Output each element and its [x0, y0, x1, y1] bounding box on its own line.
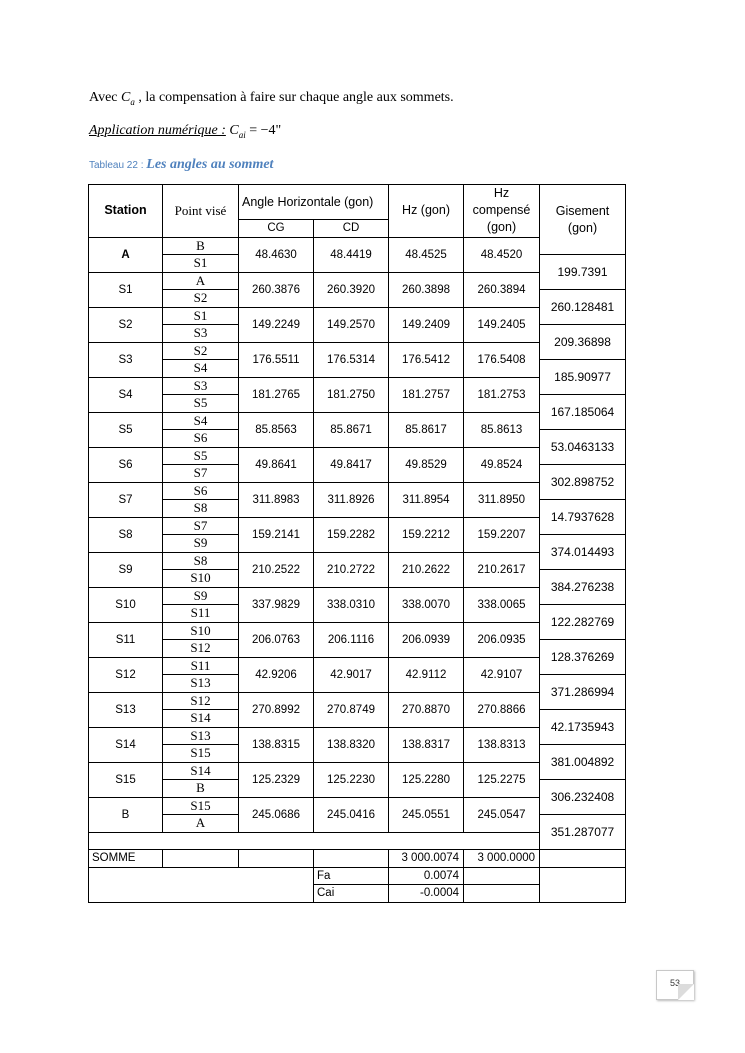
- station-cell: S7: [89, 482, 163, 517]
- hz-compense-cell: 245.0547: [464, 797, 540, 832]
- cd-cell: 159.2282: [314, 517, 389, 552]
- ca-symbol: $C_a$: [121, 90, 135, 107]
- hz-compense-cell: 138.8313: [464, 727, 540, 762]
- empty-cell: [89, 867, 314, 902]
- somme-label: SOMME: [89, 850, 163, 868]
- hz-compense-cell: 125.2275: [464, 762, 540, 797]
- gisement-cell: 14.7937628: [540, 500, 626, 535]
- gisement-cell: 371.286994: [540, 675, 626, 710]
- hz-cell: 210.2622: [389, 552, 464, 587]
- gisement-cell: 260.128481: [540, 290, 626, 325]
- gisement-cell: 351.287077: [540, 815, 626, 850]
- cd-cell: 85.8671: [314, 412, 389, 447]
- cg-cell: 48.4630: [239, 237, 314, 272]
- cd-cell: 210.2722: [314, 552, 389, 587]
- hz-compense-cell: 85.8613: [464, 412, 540, 447]
- point-vise-cell: S3: [163, 325, 239, 343]
- hz-cell: 338.0070: [389, 587, 464, 622]
- header-cg: CG: [239, 220, 314, 238]
- cg-cell: 149.2249: [239, 307, 314, 342]
- hz-compense-cell: 270.8866: [464, 692, 540, 727]
- point-vise-cell: S15: [163, 745, 239, 763]
- point-vise-cell: S8: [163, 552, 239, 570]
- cg-cell: 270.8992: [239, 692, 314, 727]
- hz-cell: 49.8529: [389, 447, 464, 482]
- point-vise-cell: S7: [163, 465, 239, 483]
- hz-cell: 260.3898: [389, 272, 464, 307]
- caption-title: Les angles au sommet: [146, 157, 274, 172]
- empty-cell: [464, 885, 540, 903]
- cg-cell: 176.5511: [239, 342, 314, 377]
- cg-cell: 42.9206: [239, 657, 314, 692]
- hz-cell: 159.2212: [389, 517, 464, 552]
- hz-cell: 181.2757: [389, 377, 464, 412]
- point-vise-cell: S13: [163, 727, 239, 745]
- cd-cell: 311.8926: [314, 482, 389, 517]
- page-number: 53: [669, 978, 680, 988]
- cd-cell: 42.9017: [314, 657, 389, 692]
- intro-text: Avec: [89, 90, 121, 105]
- cd-cell: 48.4419: [314, 237, 389, 272]
- angles-table: [88, 184, 626, 903]
- hz-compense-cell: 49.8524: [464, 447, 540, 482]
- station-cell: S4: [89, 377, 163, 412]
- point-vise-cell: S10: [163, 622, 239, 640]
- station-cell: S11: [89, 622, 163, 657]
- application-value: = −4": [245, 123, 282, 138]
- header-station: Station: [89, 185, 163, 238]
- point-vise-cell: S1: [163, 255, 239, 273]
- point-vise-cell: S4: [163, 360, 239, 378]
- header-hz: Hz (gon): [389, 185, 464, 238]
- hz-cell: 176.5412: [389, 342, 464, 377]
- cd-cell: 49.8417: [314, 447, 389, 482]
- header-angle-horizontale: Angle Horizontale (gon): [239, 185, 389, 220]
- hz-compense-cell: 338.0065: [464, 587, 540, 622]
- gisement-cell: 374.014493: [540, 535, 626, 570]
- empty-cell: [314, 850, 389, 868]
- header-hz-compense: Hz compensé (gon): [464, 185, 540, 238]
- cai-value: -0.0004: [389, 885, 464, 903]
- station-cell: S15: [89, 762, 163, 797]
- cai-label: Cai: [314, 885, 389, 903]
- hz-compense-cell: 159.2207: [464, 517, 540, 552]
- point-vise-cell: B: [163, 780, 239, 798]
- hz-cell: 48.4525: [389, 237, 464, 272]
- point-vise-cell: S11: [163, 605, 239, 623]
- point-vise-cell: S5: [163, 395, 239, 413]
- hz-cell: 270.8870: [389, 692, 464, 727]
- cg-cell: 138.8315: [239, 727, 314, 762]
- gisement-cell: 302.898752: [540, 465, 626, 500]
- hz-compense-cell: 210.2617: [464, 552, 540, 587]
- application-line: [89, 123, 281, 140]
- station-cell: B: [89, 797, 163, 832]
- point-vise-cell: S12: [163, 692, 239, 710]
- gisement-cell: 122.282769: [540, 605, 626, 640]
- cd-cell: 181.2750: [314, 377, 389, 412]
- hz-compense-cell: 176.5408: [464, 342, 540, 377]
- hz-cell: 149.2409: [389, 307, 464, 342]
- point-vise-cell: S2: [163, 290, 239, 308]
- station-cell: S3: [89, 342, 163, 377]
- point-vise-cell: S15: [163, 797, 239, 815]
- cai-symbol: $C_{ai}$: [229, 123, 246, 140]
- station-cell: S8: [89, 517, 163, 552]
- gisement-cell: 209.36898: [540, 325, 626, 360]
- point-vise-cell: S10: [163, 570, 239, 588]
- header-point-vise: Point visé: [163, 185, 239, 238]
- cd-cell: 245.0416: [314, 797, 389, 832]
- cd-cell: 206.1116: [314, 622, 389, 657]
- fa-label: Fa: [314, 867, 389, 885]
- point-vise-cell: S1: [163, 307, 239, 325]
- gisement-cell: 381.004892: [540, 745, 626, 780]
- gisement-cell: 306.232408: [540, 780, 626, 815]
- fa-value: 0.0074: [389, 867, 464, 885]
- hz-compense-cell: 149.2405: [464, 307, 540, 342]
- intro-text-after: , la compensation à faire sur chaque angle aux sommets.: [134, 90, 454, 105]
- cg-cell: 210.2522: [239, 552, 314, 587]
- point-vise-cell: S8: [163, 500, 239, 518]
- cg-cell: 245.0686: [239, 797, 314, 832]
- point-vise-cell: S12: [163, 640, 239, 658]
- station-cell: S1: [89, 272, 163, 307]
- station-cell: S5: [89, 412, 163, 447]
- empty-cell: [163, 850, 239, 868]
- somme-row: [89, 850, 626, 868]
- point-vise-cell: S11: [163, 657, 239, 675]
- header-gisement: Gisement (gon): [540, 185, 626, 255]
- gisement-cell: 384.276238: [540, 570, 626, 605]
- station-cell: S12: [89, 657, 163, 692]
- hz-compense-cell: 181.2753: [464, 377, 540, 412]
- hz-cell: 125.2280: [389, 762, 464, 797]
- empty-cell: [540, 850, 626, 868]
- hz-cell: 311.8954: [389, 482, 464, 517]
- empty-cell: [540, 867, 626, 902]
- hz-compense-cell: 311.8950: [464, 482, 540, 517]
- hz-cell: 138.8317: [389, 727, 464, 762]
- header-cd: CD: [314, 220, 389, 238]
- gisement-cell: 185.90977: [540, 360, 626, 395]
- cd-cell: 260.3920: [314, 272, 389, 307]
- station-cell: S2: [89, 307, 163, 342]
- table-caption: [89, 155, 273, 173]
- point-vise-cell: S6: [163, 430, 239, 448]
- gisement-cell: 167.185064: [540, 395, 626, 430]
- cg-cell: 125.2329: [239, 762, 314, 797]
- gisement-cell: 42.1735943: [540, 710, 626, 745]
- point-vise-cell: S9: [163, 587, 239, 605]
- page-number-box: [656, 970, 694, 1000]
- point-vise-cell: S7: [163, 517, 239, 535]
- cd-cell: 338.0310: [314, 587, 389, 622]
- gisement-cell: 53.0463133: [540, 430, 626, 465]
- cg-cell: 337.9829: [239, 587, 314, 622]
- page-fold-decoration: [678, 984, 694, 1000]
- cd-cell: 176.5314: [314, 342, 389, 377]
- hz-compense-cell: 48.4520: [464, 237, 540, 272]
- gisement-cell: 199.7391: [540, 255, 626, 290]
- empty-cell: [239, 850, 314, 868]
- hz-cell: 85.8617: [389, 412, 464, 447]
- point-vise-cell: S4: [163, 412, 239, 430]
- hz-cell: 206.0939: [389, 622, 464, 657]
- hz-compense-cell: 206.0935: [464, 622, 540, 657]
- hz-cell: 245.0551: [389, 797, 464, 832]
- point-vise-cell: S6: [163, 482, 239, 500]
- point-vise-cell: A: [163, 815, 239, 833]
- point-vise-cell: S9: [163, 535, 239, 553]
- empty-cell: [464, 867, 540, 885]
- application-label: Application numérique :: [89, 123, 226, 138]
- point-vise-cell: S5: [163, 447, 239, 465]
- point-vise-cell: S14: [163, 710, 239, 728]
- fa-row: [89, 867, 626, 885]
- point-vise-cell: S14: [163, 762, 239, 780]
- cd-cell: 125.2230: [314, 762, 389, 797]
- somme-hz-compense: 3 000.0000: [464, 850, 540, 868]
- station-cell: A: [89, 237, 163, 272]
- point-vise-cell: S13: [163, 675, 239, 693]
- station-cell: S13: [89, 692, 163, 727]
- somme-hz: 3 000.0074: [389, 850, 464, 868]
- cg-cell: 311.8983: [239, 482, 314, 517]
- hz-compense-cell: 260.3894: [464, 272, 540, 307]
- point-vise-cell: B: [163, 237, 239, 255]
- caption-prefix: Tableau 22 :: [89, 160, 147, 171]
- cd-cell: 138.8320: [314, 727, 389, 762]
- cg-cell: 49.8641: [239, 447, 314, 482]
- hz-compense-cell: 42.9107: [464, 657, 540, 692]
- intro-line: [89, 90, 454, 107]
- point-vise-cell: S2: [163, 342, 239, 360]
- point-vise-cell: A: [163, 272, 239, 290]
- cd-cell: 149.2570: [314, 307, 389, 342]
- gisement-cell: 128.376269: [540, 640, 626, 675]
- cg-cell: 85.8563: [239, 412, 314, 447]
- point-vise-cell: S3: [163, 377, 239, 395]
- station-cell: S6: [89, 447, 163, 482]
- empty-cell: [89, 832, 540, 850]
- cg-cell: 159.2141: [239, 517, 314, 552]
- station-cell: S14: [89, 727, 163, 762]
- hz-cell: 42.9112: [389, 657, 464, 692]
- cd-cell: 270.8749: [314, 692, 389, 727]
- cg-cell: 260.3876: [239, 272, 314, 307]
- cg-cell: 206.0763: [239, 622, 314, 657]
- station-cell: S9: [89, 552, 163, 587]
- station-cell: S10: [89, 587, 163, 622]
- cg-cell: 181.2765: [239, 377, 314, 412]
